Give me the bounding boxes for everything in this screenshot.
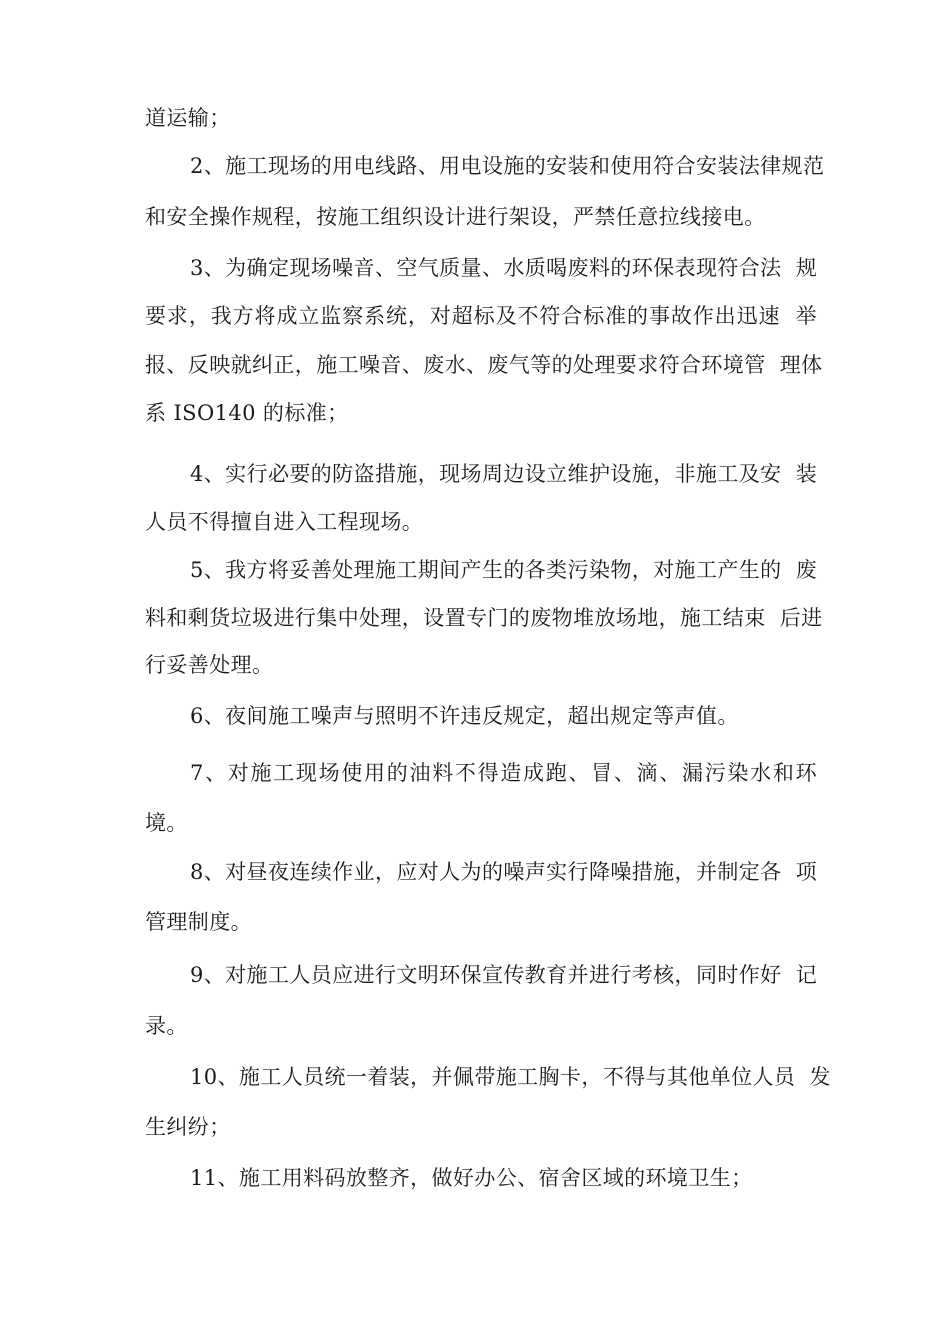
text-line: 2、施工现场的用电线路、用电设施的安装和使用符合安装法律规范 bbox=[190, 154, 825, 178]
text-line: 行妥善处理。 bbox=[145, 653, 274, 677]
text-line: 11、施工用料码放整齐，做好办公、宿舍区域的环境卫生； bbox=[190, 1166, 753, 1190]
text-line: 9、对施工人员应进行文明环保宣传教育并进行考核，同时作好 记 bbox=[190, 963, 818, 987]
text-line: 6、夜间施工噪声与照明不许违反规定，超出规定等声值。 bbox=[190, 704, 739, 728]
text-line: 和安全操作规程，按施工组织设计进行架设，严禁任意拉线接电。 bbox=[145, 205, 766, 229]
text-line: 境。 bbox=[145, 811, 188, 835]
text-line: 3、为确定现场噪音、空气质量、水质喝废料的环保表现符合法 规 bbox=[190, 256, 818, 280]
text-line: 7、对施工现场使用的油料不得造成跑、冒、滴、漏污染水和环 bbox=[190, 761, 817, 785]
text-line: 10、施工人员统一着装，并佩带施工胸卡，不得与其他单位人员 发 bbox=[190, 1065, 831, 1089]
text-line: 系 ISO140 的标准； bbox=[145, 401, 349, 425]
text-line: 录。 bbox=[145, 1014, 188, 1038]
text-line: 5、我方将妥善处理施工期间产生的各类污染物，对施工产生的 废 bbox=[190, 558, 818, 582]
text-line: 料和剩货垃圾进行集中处理，设置专门的废物堆放场地，施工结束 后进 bbox=[145, 606, 823, 630]
text-line: 报、反映就纠正，施工噪音、废水、废气等的处理要求符合环境管 理体 bbox=[145, 353, 823, 377]
text-line: 4、实行必要的防盗措施，现场周边设立维护设施，非施工及安 装 bbox=[190, 462, 818, 486]
text-line: 要求，我方将成立监察系统，对超标及不符合标准的事故作出迅速 举 bbox=[145, 304, 817, 328]
text-line: 人员不得擅自进入工程现场。 bbox=[145, 510, 424, 534]
text-line: 8、对昼夜连续作业，应对人为的噪声实行降噪措施，并制定各 项 bbox=[190, 860, 818, 884]
text-line: 道运输； bbox=[145, 106, 231, 130]
text-line: 生纠纷； bbox=[145, 1115, 231, 1139]
text-line: 管理制度。 bbox=[145, 910, 252, 934]
